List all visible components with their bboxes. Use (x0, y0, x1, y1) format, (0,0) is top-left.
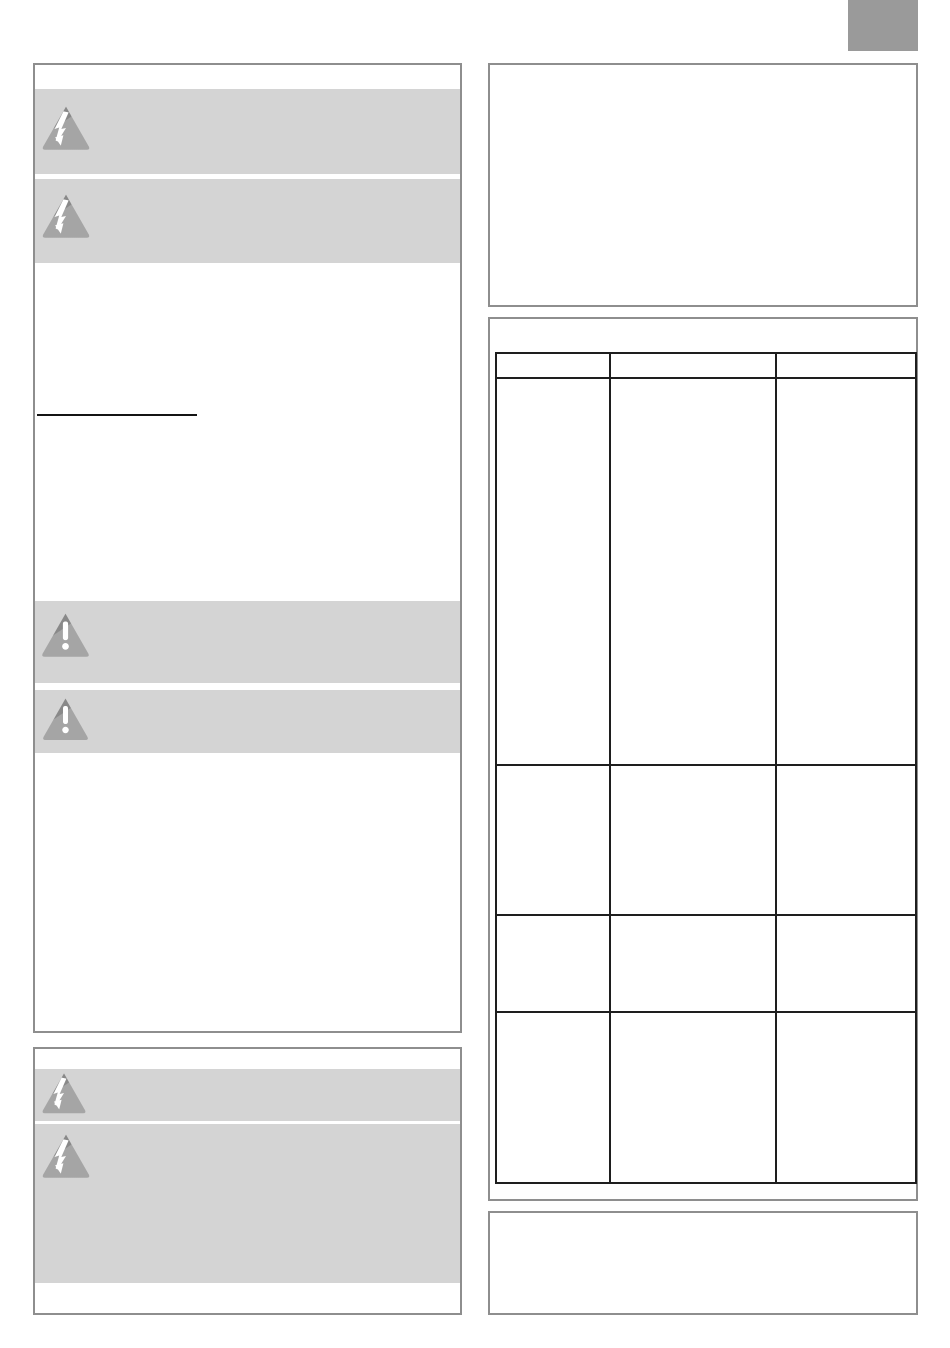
table-cell (776, 765, 916, 915)
page-corner-tab (848, 0, 918, 51)
warning-banner (35, 1124, 460, 1283)
table-cell (776, 915, 916, 1012)
table-header-cell (610, 353, 776, 378)
high-voltage-warning-icon (38, 103, 94, 155)
table-row (496, 765, 916, 915)
footer-note-box (488, 1211, 918, 1315)
table-cell (610, 765, 776, 915)
specifications-table (495, 352, 917, 1184)
caution-banner (35, 601, 460, 683)
table-row (496, 915, 916, 1012)
table-header-cell (496, 353, 610, 378)
warning-banner (35, 1069, 460, 1121)
table-cell (610, 1012, 776, 1183)
general-warning-icon (38, 695, 93, 745)
safety-warnings-box (33, 63, 462, 1033)
electrical-warning-box (33, 1047, 462, 1315)
table-cell (496, 378, 610, 765)
specifications-box (488, 317, 918, 1201)
table-header-cell (776, 353, 916, 378)
intro-text-box (488, 63, 918, 307)
underlined-heading-rule (37, 414, 197, 416)
table-cell (776, 378, 916, 765)
table-cell (496, 765, 610, 915)
table-cell (610, 378, 776, 765)
caution-banner (35, 690, 460, 753)
table-cell (496, 915, 610, 1012)
warning-banner (35, 89, 460, 174)
warning-banner (35, 179, 460, 263)
table-row (496, 1012, 916, 1183)
high-voltage-warning-icon (38, 191, 94, 243)
general-warning-icon (38, 610, 93, 662)
table-header-row (496, 353, 916, 378)
table-row (496, 378, 916, 765)
high-voltage-warning-icon (38, 1070, 90, 1118)
table-cell (496, 1012, 610, 1183)
high-voltage-warning-icon (38, 1131, 94, 1183)
table-cell (776, 1012, 916, 1183)
table-cell (610, 915, 776, 1012)
